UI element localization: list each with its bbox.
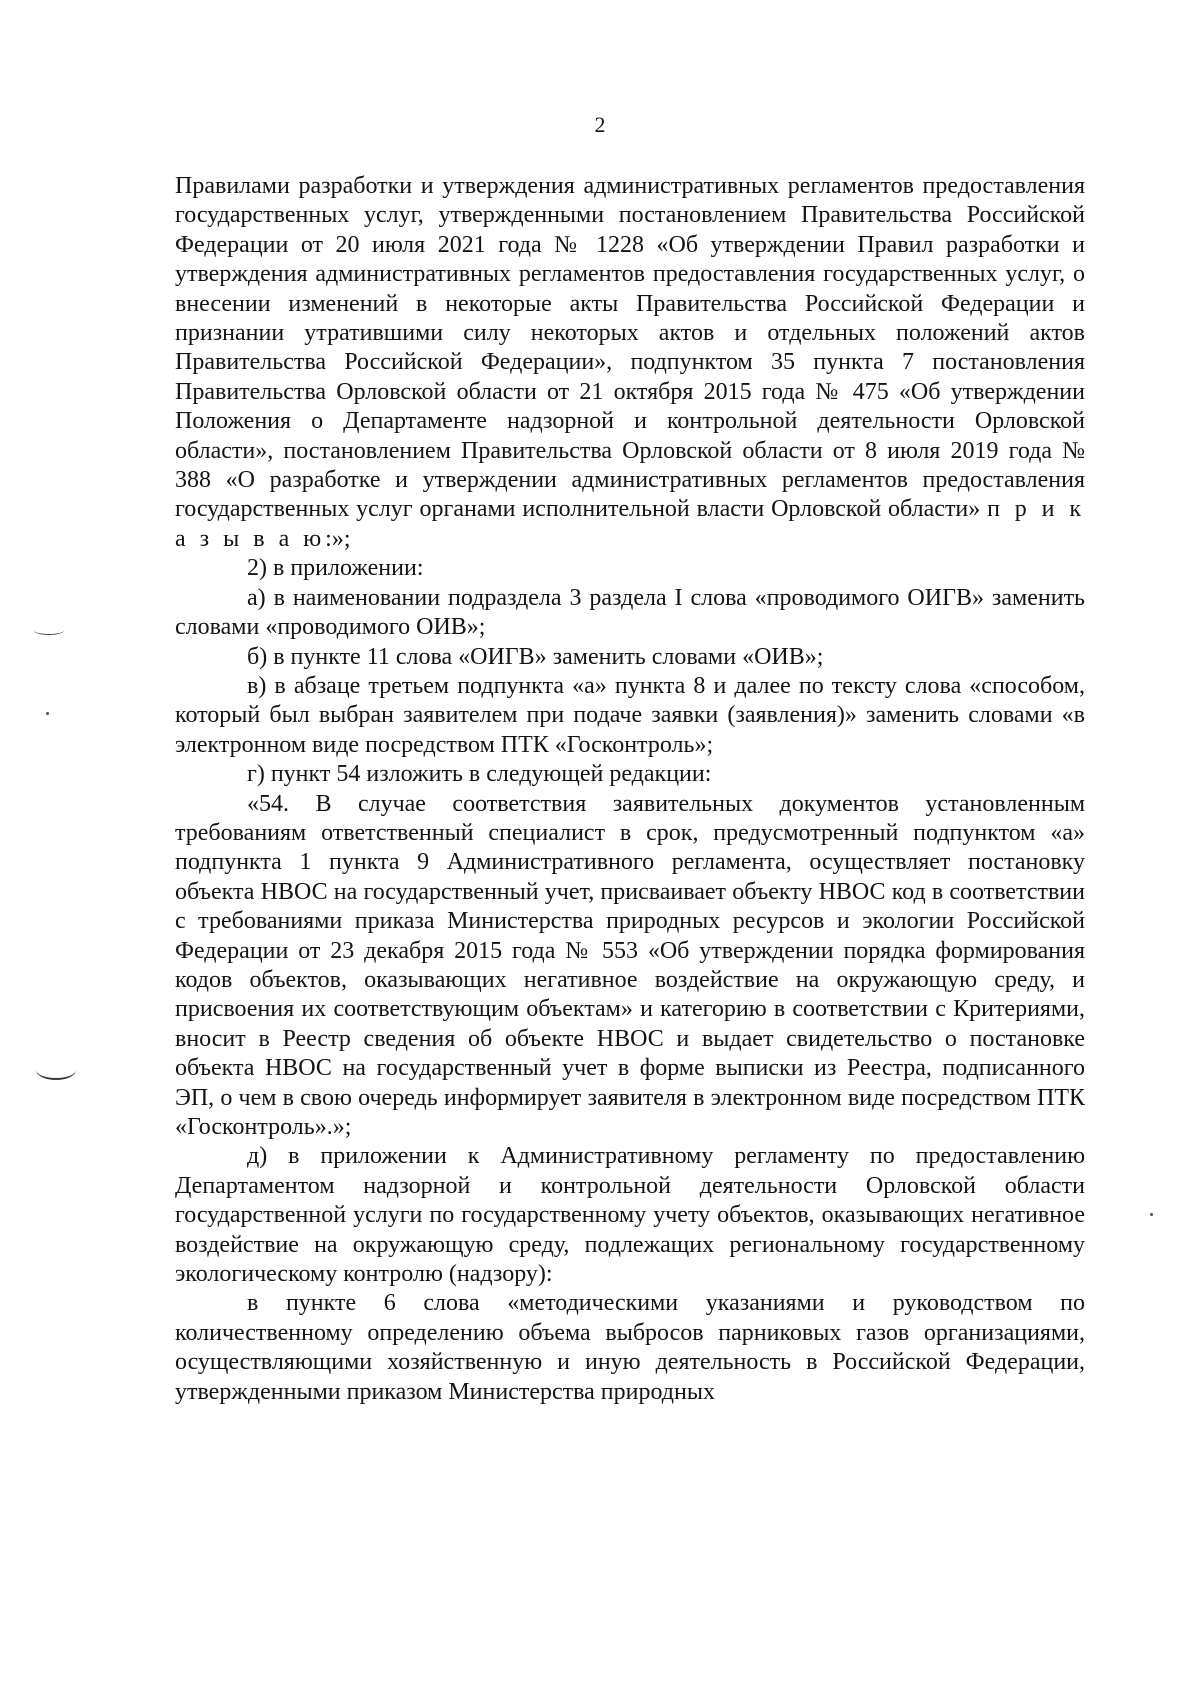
paragraph-item-d: д) в приложении к Административному регламенту по предоставлению Департаментом надзорной и контрольной деятельности Орловской области государственной услуги по государственному учету объектов, оказывающих негативное воздействие на окружающую среду, подлежащих региональному государственному экологическому контролю (надзору): [175,1143,1085,1288]
document-body [175,172,1085,1407]
scan-speck [46,712,49,715]
paragraph-item-a: а) в наименовании подраздела 3 раздела I слова «проводимого ОИГВ» заменить словами «проводимого ОИВ»; [175,584,1085,641]
hole-punch-mark-top [34,626,64,635]
paragraph-item-b: б) в пункте 11 слова «ОИГВ» заменить словами «ОИВ»; [247,643,824,670]
paragraph-point-6: в пункте 6 слова «методическими указаниями и руководством по количественному определению объема выбросов парниковых газов организациями, осуществляющими хозяйственную и иную деятельность в Российской Федерации, утвержденными приказом Министерства природных [175,1290,1085,1405]
spaced-order-word: п р и к а з ы в а ю [175,496,1085,552]
paragraph-item-2: 2) в приложении: [247,555,424,582]
paragraph-item-g: г) пункт 54 изложить в следующей редакции: [247,761,712,788]
preamble-tail: :»; [325,525,351,552]
hole-punch-mark-bottom [36,1060,76,1080]
paragraph-rules-preamble [175,172,1085,554]
page-number: 2 [594,112,606,137]
preamble-text: Правилами разработки и утверждения административных регламентов предоставления государственных услуг, утвержденными постановлением Правительства Российской Федерации от 20 июля 2021 года № 1228 «Об утверждении Правил разработки и утверждения административных регламентов предоставления государственных услуг, о внесении изменений в некоторые акты Правительства Российской Федерации и признании утратившими силу некоторых актов и отдельных положений актов Правительства Российской Федерации», подпунктом 35 пункта 7 постановления Правительства Орловской области от 21 октября 2015 года № 475 «Об утверждении Положения о Департаменте надзорной и контрольной деятельности Орловской области», постановлением Правительства Орловской области от 8 июля 2019 года № 388 «О разработке и утверждении административных регламентов предоставления государственных услуг органами исполнительной власти Орловской области» [175,173,1085,523]
paragraph-point-54: «54. В случае соответствия заявительных документов установленным требованиям ответственный специалист в срок, предусмотренный подпунктом «а» подпункта 1 пункта 9 Административного регламента, осуществляет постановку объекта НВОС на государственный учет, присваивает объекту НВОС код в соответствии с требованиями приказа Министерства природных ресурсов и экологии Российской Федерации от 23 декабря 2015 года № 553 «Об утверждении порядка формирования кодов объектов, оказывающих негативное воздействие на окружающую среду, и присвоения их соответствующим объектам» и категорию в соответствии с Критериями, вносит в Реестр сведения об объекте НВОС и выдает свидетельство о постановке объекта НВОС на государственный учет в форме выписки из Реестра, подписанного ЭП, о чем в свою очередь информирует заявителя в электронном виде посредством ПТК «Госконтроль».»; [175,790,1085,1140]
paragraph-item-v: в) в абзаце третьем подпункта «а» пункта 8 и далее по тексту слова «способом, который был выбран заявителем при подаче заявки (заявления)» заменить словами «в электронном виде посредством ПТК «Госконтроль»; [175,672,1085,758]
scan-speck [1150,1213,1153,1216]
